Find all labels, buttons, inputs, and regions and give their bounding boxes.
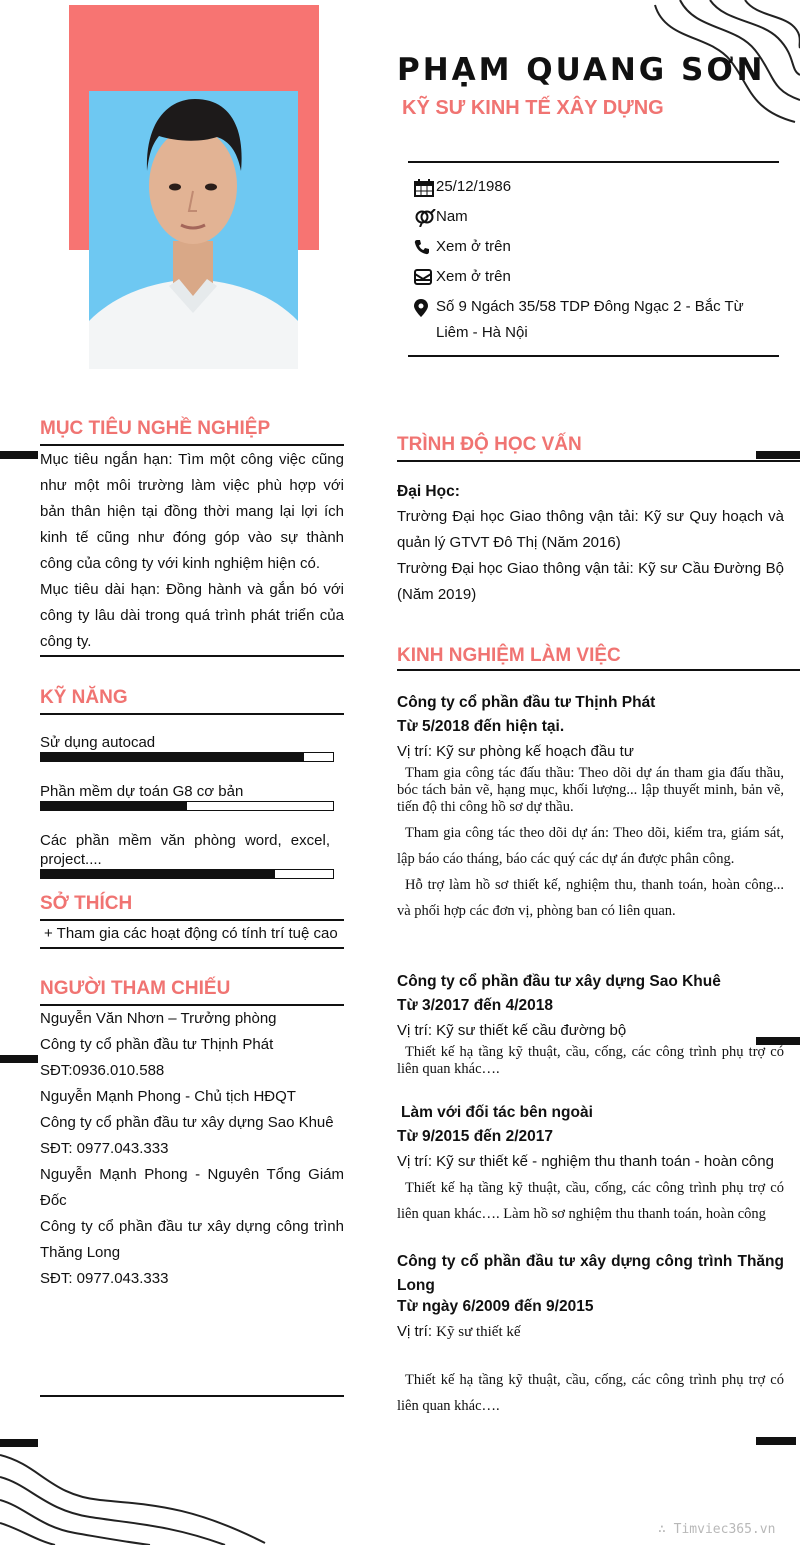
skills-divider <box>40 713 344 715</box>
job-title: KỸ SƯ KINH TẾ XÂY DỰNG <box>402 97 664 119</box>
contact-birthday <box>414 174 756 200</box>
education-entry: Trường Đại học Giao thông vận tải: Kỹ sư Quy hoạch và quản lý GTVT Đô Thị (Năm 2016) <box>397 508 784 551</box>
contact-address <box>414 294 756 346</box>
job-position: Vị trí: Kỹ sư phòng kế hoạch đầu tư <box>397 743 634 760</box>
gender-icon <box>414 204 436 230</box>
skill-bar <box>40 752 334 762</box>
skill-bar <box>40 869 334 879</box>
decor-dash <box>756 451 800 459</box>
contact-bottom-divider <box>408 355 779 357</box>
references-bottom-divider <box>40 1395 344 1397</box>
education-level: Đại Học: <box>397 483 460 500</box>
job-position: Vị trí: Kỹ sư thiết kế - nghiệm thu thanh toán - hoàn công <box>397 1153 774 1170</box>
skill-label: Sử dụng autocad <box>40 734 156 751</box>
decorative-swirl-bottom <box>0 1445 270 1545</box>
contact-top-divider <box>408 161 779 163</box>
job-description: Hỗ trợ làm hồ sơ thiết kế, nghiệm thu, thanh toán, hoàn công... và phối hợp các đơn vị, phòng ban có liên quan. <box>397 877 784 919</box>
objective-bottom-divider <box>40 655 344 657</box>
job-position-label: Vị trí: <box>397 1323 437 1340</box>
job-position: Vị trí: Kỹ sư thiết kế cầu đường bộ <box>397 1022 627 1039</box>
objective-short-term: Mục tiêu ngắn hạn: Tìm một công việc cũng như một môi trường làm việc phù hợp với bản thân hiện tại đồng thời mang lại lợi ích kinh tế cũng như đóng góp vào sự thành công của công ty với kinh nghiệm hiện có. <box>40 451 344 572</box>
contact-gender <box>414 204 756 230</box>
person-portrait <box>89 91 298 369</box>
experience-title: KINH NGHIỆM LÀM VIỆC <box>397 645 621 666</box>
decor-dash <box>0 1055 38 1063</box>
decor-dash <box>0 451 38 459</box>
hobbies-divider <box>40 919 344 921</box>
job-period: Từ 5/2018 đến hiện tại. <box>397 718 565 735</box>
job-company: Làm với đối tác bên ngoài <box>401 1104 593 1121</box>
skill-label: Phần mềm dự toán G8 cơ bản <box>40 783 244 800</box>
skill-bar-fill <box>41 870 275 878</box>
job-period: Từ 3/2017 đến 4/2018 <box>397 997 553 1014</box>
decor-dash <box>0 1439 38 1447</box>
objective-divider <box>40 444 344 446</box>
job-description: Thiết kế hạ tầng kỹ thuật, cầu, cống, các công trình phụ trợ có liên quan khác…. <box>397 1372 784 1414</box>
references-title: NGƯỜI THAM CHIẾU <box>40 978 231 999</box>
job-period: Từ 9/2015 đến 2/2017 <box>397 1128 553 1145</box>
email-value: Xem ở trên <box>436 268 511 285</box>
birthday-value: 25/12/1986 <box>436 178 512 195</box>
job-period: Từ ngày 6/2009 đến 9/2015 <box>397 1298 594 1315</box>
decor-dash <box>756 1437 796 1445</box>
calendar-icon <box>414 174 436 200</box>
job-position-value: Kỹ sư thiết kế <box>436 1324 521 1340</box>
job-description: Tham gia công tác đấu thầu: Theo dõi dự án tham gia đấu thầu, bóc tách bản vẽ, hạng mục, khối lượng... lập thuyết minh, bản vẽ, tiến độ thi công hồ sơ dự thầu. <box>397 765 784 815</box>
job-description: Thiết kế hạ tầng kỹ thuật, cầu, cống, các công trình phụ trợ có liên quan khác…. <box>397 1044 784 1077</box>
skill-label: Các phần mềm văn phòng word, excel, project.... <box>40 832 330 868</box>
skills-title: KỸ NĂNG <box>40 687 128 708</box>
address-value: Số 9 Ngách 35/58 TDP Đông Ngạc 2 - Bắc Từ Liêm - Hà Nội <box>436 298 744 341</box>
hobbies-text: + Tham gia các hoạt động có tính trí tuệ cao <box>44 925 338 942</box>
watermark: ∴ Timviec365.vn <box>658 1522 776 1537</box>
map-pin-icon <box>414 294 436 346</box>
job-company: Công ty cổ phần đầu tư xây dựng công trình Thăng Long <box>397 1253 784 1294</box>
objective-title: MỤC TIÊU NGHỀ NGHIỆP <box>40 418 271 439</box>
contact-phone <box>414 234 756 260</box>
education-divider <box>397 460 800 462</box>
candidate-name: PHẠM QUANG SƠN <box>397 52 766 88</box>
job-position <box>397 1323 521 1341</box>
job-description: Thiết kế hạ tầng kỹ thuật, cầu, cống, các công trình phụ trợ có liên quan khác…. Làm hồ sơ nghiệm thu thanh toán, hoàn công <box>397 1180 784 1222</box>
objective-long-term: Mục tiêu dài hạn: Đồng hành và gắn bó với công ty lâu dài trong quá trình phát triển của công ty. <box>40 581 344 650</box>
skill-bar-fill <box>41 802 187 810</box>
education-title: TRÌNH ĐỘ HỌC VẤN <box>397 434 582 455</box>
hobbies-bottom-divider <box>40 947 344 949</box>
contact-email <box>414 264 756 290</box>
skill-bar <box>40 801 334 811</box>
gender-value: Nam <box>436 208 468 225</box>
experience-divider <box>397 669 800 671</box>
skill-bar-fill <box>41 753 304 761</box>
hobbies-title: SỞ THÍCH <box>40 893 133 914</box>
profile-photo <box>89 91 298 369</box>
email-icon <box>414 264 436 290</box>
education-entry: Trường Đại học Giao thông vận tải: Kỹ sư Cầu Đường Bộ (Năm 2019) <box>397 560 784 603</box>
references-text: Nguyễn Văn Nhơn – Trưởng phòng Công ty cổ phần đầu tư Thịnh Phát SĐT:0936.010.588 Nguyễn Mạnh Phong - Chủ tịch HĐQT Công ty cổ phần đầu tư xây dựng Sao Khuê SĐT: 0977.043.333 Nguyễn Mạnh Phong - Nguyên Tổng Giám Đốc Công ty cổ phần đầu tư xây dựng công trình Thăng Long SĐT: 0977.043.333 <box>40 1010 344 1287</box>
job-company: Công ty cổ phần đầu tư Thịnh Phát <box>397 694 656 711</box>
phone-value: Xem ở trên <box>436 238 511 255</box>
job-company: Công ty cổ phần đầu tư xây dựng Sao Khuê <box>397 973 721 990</box>
phone-icon <box>414 234 436 260</box>
job-description: Tham gia công tác theo dõi dự án: Theo dõi, kiểm tra, giám sát, lập báo cáo tháng, báo các quý các dự án được phân công. <box>397 825 784 867</box>
